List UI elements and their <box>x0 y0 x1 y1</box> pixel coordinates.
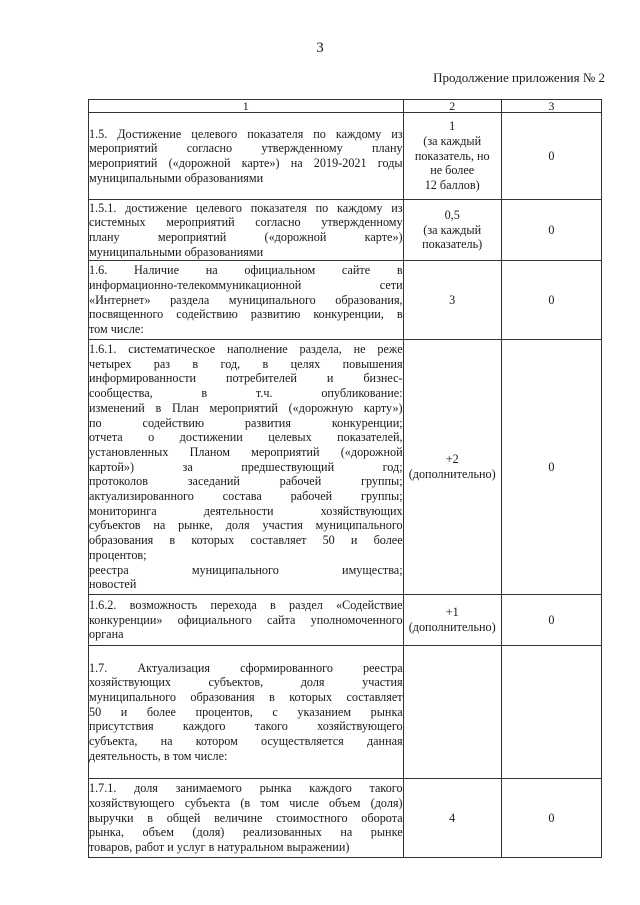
points-line: (за каждый <box>423 133 482 148</box>
description-line: изменений в План мероприятий («дорожную карту») <box>89 400 403 415</box>
description-line: образования в которых составляет 50 и более <box>89 533 403 548</box>
criterion-points <box>403 113 501 200</box>
description-line: рынка, объем (доля) реализованных на рынке <box>89 825 403 840</box>
criterion-score: 0 <box>501 200 601 261</box>
description-line: мероприятий согласно утвержденному плану <box>89 141 403 156</box>
description-line: установленных Планом мероприятий («дорожной <box>89 444 403 459</box>
points-line: +1 <box>445 605 459 620</box>
description-line: системных мероприятий согласно утвержденному <box>89 215 403 230</box>
description-line: плану мероприятий («дорожной карте») <box>89 230 403 244</box>
column-header-2: 2 <box>403 100 501 113</box>
criterion-description <box>89 779 404 858</box>
description-line: мониторинга деятельности хозяйствующих <box>89 503 403 518</box>
points-line: 12 баллов) <box>424 178 480 193</box>
description-line: посвященного содействию развитию конкуренции, в <box>89 307 403 322</box>
description-line: информированности потребителей и бизнес- <box>89 371 403 386</box>
criterion-score <box>501 646 601 779</box>
criterion-score: 0 <box>501 779 601 858</box>
description-line: муниципального образования в которых составляет <box>89 689 403 704</box>
criterion-points <box>403 646 501 779</box>
description-line: конкуренции» официального сайта уполномоченного <box>89 612 403 627</box>
description-line: реестра муниципального имущества; <box>89 562 403 577</box>
description-line: сообщества, в т.ч. опубликование: <box>89 386 403 401</box>
points-line: показатель, но <box>414 148 490 163</box>
description-line: органа <box>89 627 124 642</box>
table-row <box>89 261 602 340</box>
description-line: выручки в общей величине стоимостного оборота <box>89 810 403 825</box>
description-line: хозяйствующих субъектов, доля участия <box>89 675 403 690</box>
table-row <box>89 595 602 646</box>
table-row <box>89 113 602 200</box>
description-line: 1.6.2. возможность перехода в раздел «Содействие <box>89 597 403 612</box>
description-line: мероприятий («дорожной карте») на 2019-2021 годы <box>89 156 403 170</box>
points-line: +2 <box>445 452 459 467</box>
criterion-description <box>89 261 404 340</box>
criterion-points <box>403 340 501 595</box>
description-line: субъектов на рынке, доля участия муниципального <box>89 518 403 533</box>
points-line: 3 <box>449 292 456 307</box>
description-line: актуализированного состава рабочей группы; <box>89 489 403 504</box>
table-body <box>89 113 602 858</box>
criteria-table <box>88 99 602 858</box>
description-line: отчета о достижении целевых показателей, <box>89 430 403 445</box>
criterion-score: 0 <box>501 340 601 595</box>
criterion-description <box>89 113 404 200</box>
column-header-1: 1 <box>89 100 404 113</box>
points-line: 0,5 <box>444 207 460 222</box>
description-line: деятельность, в том числе: <box>89 748 228 763</box>
description-line: 1.7. Актуализация сформированного реестра <box>89 660 403 675</box>
description-line: присутствия каждого такого хозяйствующего <box>89 719 403 734</box>
description-line: «Интернет» раздела муниципального образования, <box>89 292 403 307</box>
description-line: хозяйствующего субъекта (в том числе объем (доля) <box>89 795 403 810</box>
table-row <box>89 779 602 858</box>
criterion-description <box>89 340 404 595</box>
description-line: процентов; <box>89 547 147 562</box>
criterion-score: 0 <box>501 595 601 646</box>
description-line: 1.5.1. достижение целевого показателя по каждому из <box>89 200 403 215</box>
table-row <box>89 340 602 595</box>
points-line: (дополнительно) <box>408 467 496 481</box>
criterion-description <box>89 200 404 261</box>
criterion-points <box>403 595 501 646</box>
criterion-points <box>403 200 501 261</box>
description-line: 1.7.1. доля занимаемого рынка каждого такого <box>89 781 403 796</box>
criterion-score: 0 <box>501 113 601 200</box>
description-line: картой») за предшествующий год; <box>89 459 403 474</box>
description-line: муниципальными образованиями <box>89 170 264 185</box>
description-line: информационно-телекоммуникационной сети <box>89 277 403 292</box>
description-line: протоколов заседаний рабочей группы; <box>89 474 403 489</box>
points-line: (за каждый <box>423 222 482 237</box>
description-line: муниципальными образованиями <box>89 244 264 259</box>
criterion-description <box>89 595 404 646</box>
description-line: по содействию развития конкуренции; <box>89 415 403 430</box>
description-line: 50 и более процентов, с указанием рынка <box>89 704 403 719</box>
points-line: 1 <box>449 119 456 134</box>
criterion-points <box>403 779 501 858</box>
table-row <box>89 646 602 779</box>
points-line: (дополнительно) <box>408 620 496 634</box>
criterion-points <box>403 261 501 340</box>
description-line: субъекта, на котором осуществляется данная <box>89 734 403 749</box>
description-line: новостей <box>89 577 137 592</box>
column-header-3: 3 <box>501 100 601 113</box>
criterion-score: 0 <box>501 261 601 340</box>
table-row <box>89 200 602 261</box>
description-line: 1.6.1. систематическое наполнение раздела, не реже <box>89 342 403 357</box>
criterion-description <box>89 646 404 779</box>
points-line: 4 <box>449 810 456 825</box>
table-header-row <box>89 100 602 113</box>
description-line: товаров, работ и услуг в натуральном выражении) <box>89 840 350 855</box>
points-line: показатель) <box>422 237 483 252</box>
description-line: четырех раз в год, в целях повышения <box>89 356 403 371</box>
description-line: 1.6. Наличие на официальном сайте в <box>89 263 403 278</box>
points-line: не более <box>430 163 475 178</box>
description-line: 1.5. Достижение целевого показателя по каждому из <box>89 126 403 141</box>
appendix-continuation-label: Продолжение приложения № 2 <box>433 70 605 85</box>
page-number: 3 <box>316 40 324 56</box>
description-line: том числе: <box>89 322 144 337</box>
